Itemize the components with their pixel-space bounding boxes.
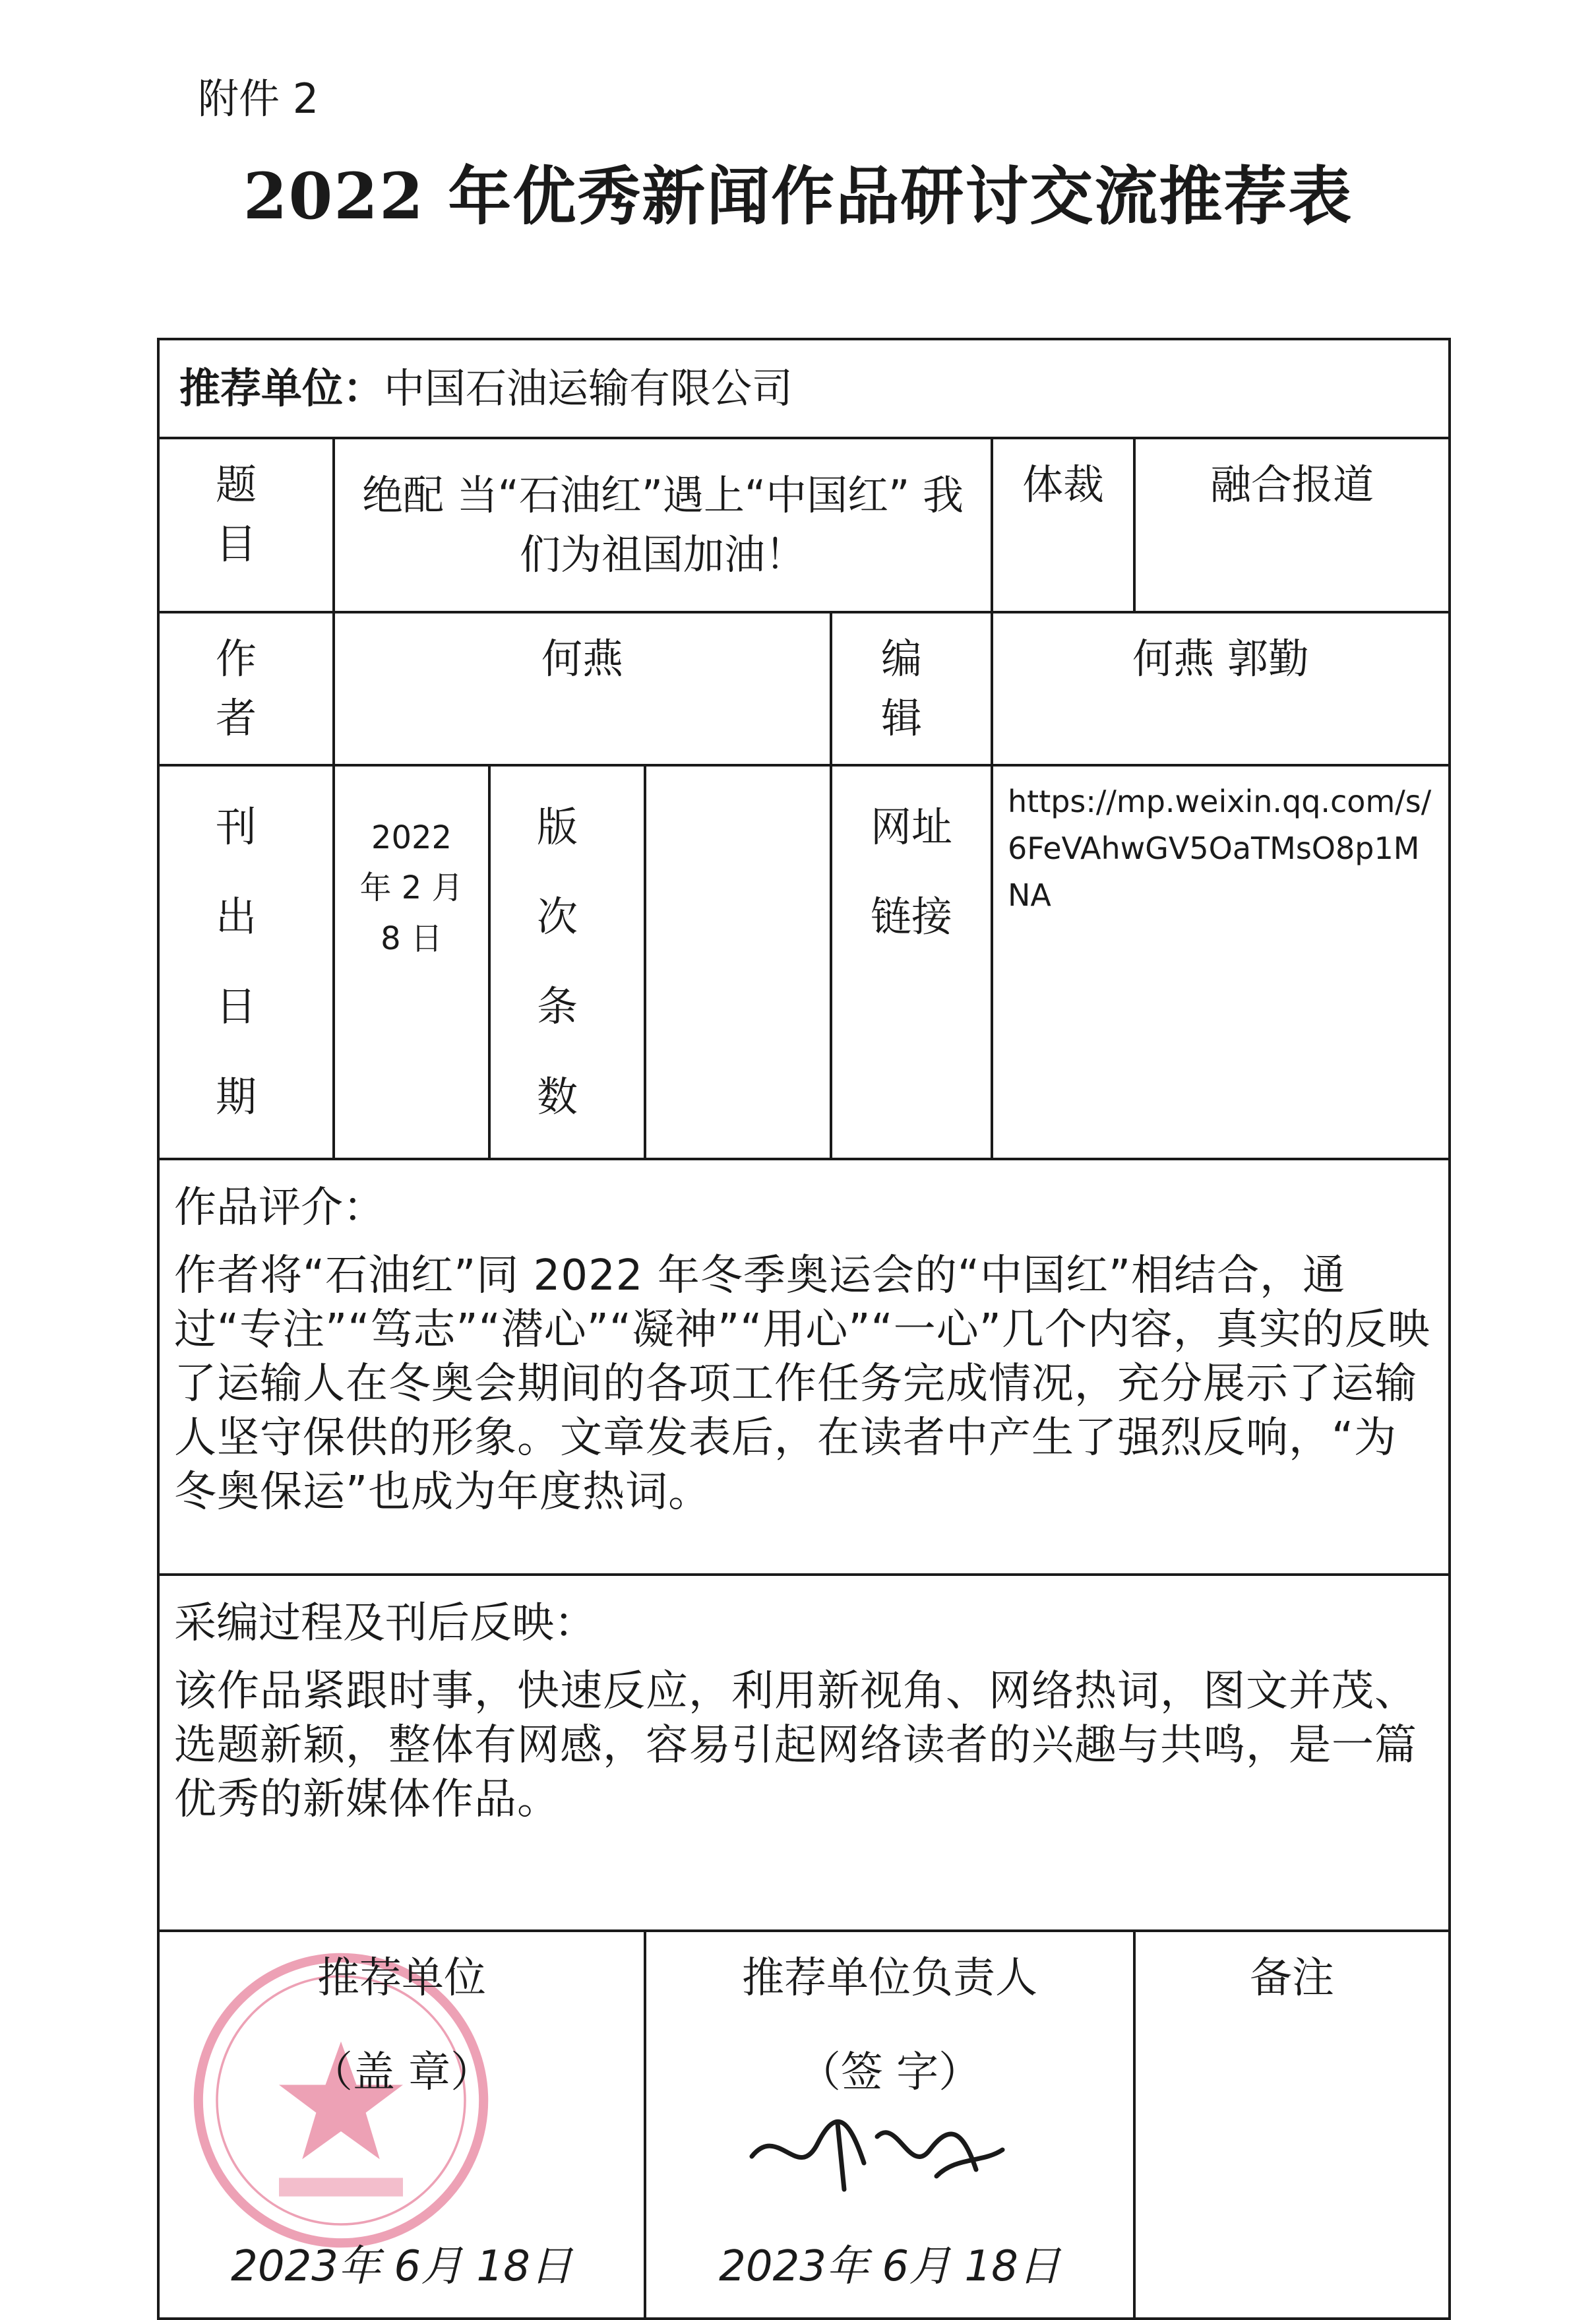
process-body: 该作品紧跟时事，快速反应，利用新视角、网络热词，图文并茂、选题新颖，整体有网感，容易引起网络读者的兴趣与共鸣，是一篇优秀的新媒体作品。: [174, 1667, 1417, 1824]
recommend-unit-value: 中国石油运输有限公司: [384, 364, 793, 412]
edition-label-line2: 条 数: [536, 982, 598, 1121]
recommendation-form: [157, 338, 1451, 2320]
editor-label: 编 辑: [831, 612, 992, 765]
head-signature-date: 2023年 6月 18日: [719, 2242, 1060, 2292]
author-value: 何燕: [334, 612, 831, 765]
title-label: 题 目: [158, 438, 334, 612]
evaluation-cell: [158, 1159, 1450, 1575]
editor-value: 何燕 郭勤: [992, 612, 1450, 765]
process-heading: 采编过程及刊后反映：: [174, 1599, 596, 1648]
edition-value: [645, 765, 831, 1160]
url-label-line1: 网址: [870, 802, 952, 851]
publish-date-label-line2: 日 期: [215, 982, 276, 1121]
recommend-unit-label: 推荐单位：: [179, 364, 384, 412]
edition-label: [489, 765, 645, 1160]
publish-date-label-line1: 刊 出: [215, 802, 276, 941]
author-label: 作 者: [158, 612, 334, 765]
url-label-line2: 链接: [870, 893, 952, 941]
unit-seal-title: 推荐单位: [317, 1954, 486, 2003]
title-value: 绝配 当“石油红”遇上“中国红” 我们为祖国加油！: [334, 438, 992, 612]
evaluation-body: 作者将“石油红”同 2022 年冬季奥运会的“中国红”相结合，通过“专注”“笃志”“潜心”“凝神”“用心”“一心”几个内容，真实的反映了运输人在冬奥会期间的各项工作任务完成情况，充分展示了运输人坚守保供的形象。文章发表后，在读者中产生了强烈反响，“为冬奥保运”也成为年度热词。: [174, 1251, 1430, 1517]
process-cell: [158, 1575, 1450, 1931]
genre-value: 融合报道: [1134, 438, 1450, 612]
row-title: [158, 438, 1450, 612]
note-cell: [1134, 1931, 1450, 2319]
handwritten-signature-icon: [739, 2097, 1016, 2203]
edition-label-line1: 版 次: [536, 802, 598, 941]
genre-label: 体裁: [992, 438, 1134, 612]
head-signature-cell: [645, 1931, 1134, 2319]
row-publish: [158, 765, 1450, 1160]
unit-seal-date: 2023年 6月 18日: [231, 2242, 572, 2292]
row-signatures: [158, 1931, 1450, 2319]
publish-date-value: 2022 年 2 月 8 日: [334, 765, 489, 1160]
publish-date-label: [158, 765, 334, 1160]
unit-seal-cell: [158, 1931, 645, 2319]
row-recommend-unit: [158, 339, 1450, 438]
unit-seal-subtitle: （盖 章）: [310, 2048, 493, 2098]
url-value[interactable]: https://mp.weixin.qq.com/s/6FeVAhwGV5OaTMsO8p1MNA: [992, 765, 1450, 1160]
recommend-unit-cell: [158, 339, 1450, 438]
row-process: [158, 1575, 1450, 1931]
head-signature-subtitle: （签 字）: [798, 2048, 981, 2098]
row-author: [158, 612, 1450, 765]
head-signature-title: 推荐单位负责人: [742, 1954, 1037, 2003]
attachment-label: 附件 2: [198, 75, 319, 123]
evaluation-heading: 作品评介：: [174, 1183, 385, 1233]
row-evaluation: [158, 1159, 1450, 1575]
page-title: 2022 年优秀新闻作品研讨交流推荐表: [243, 159, 1353, 234]
note-title: 备注: [1250, 1954, 1335, 2003]
url-label: [831, 765, 992, 1160]
